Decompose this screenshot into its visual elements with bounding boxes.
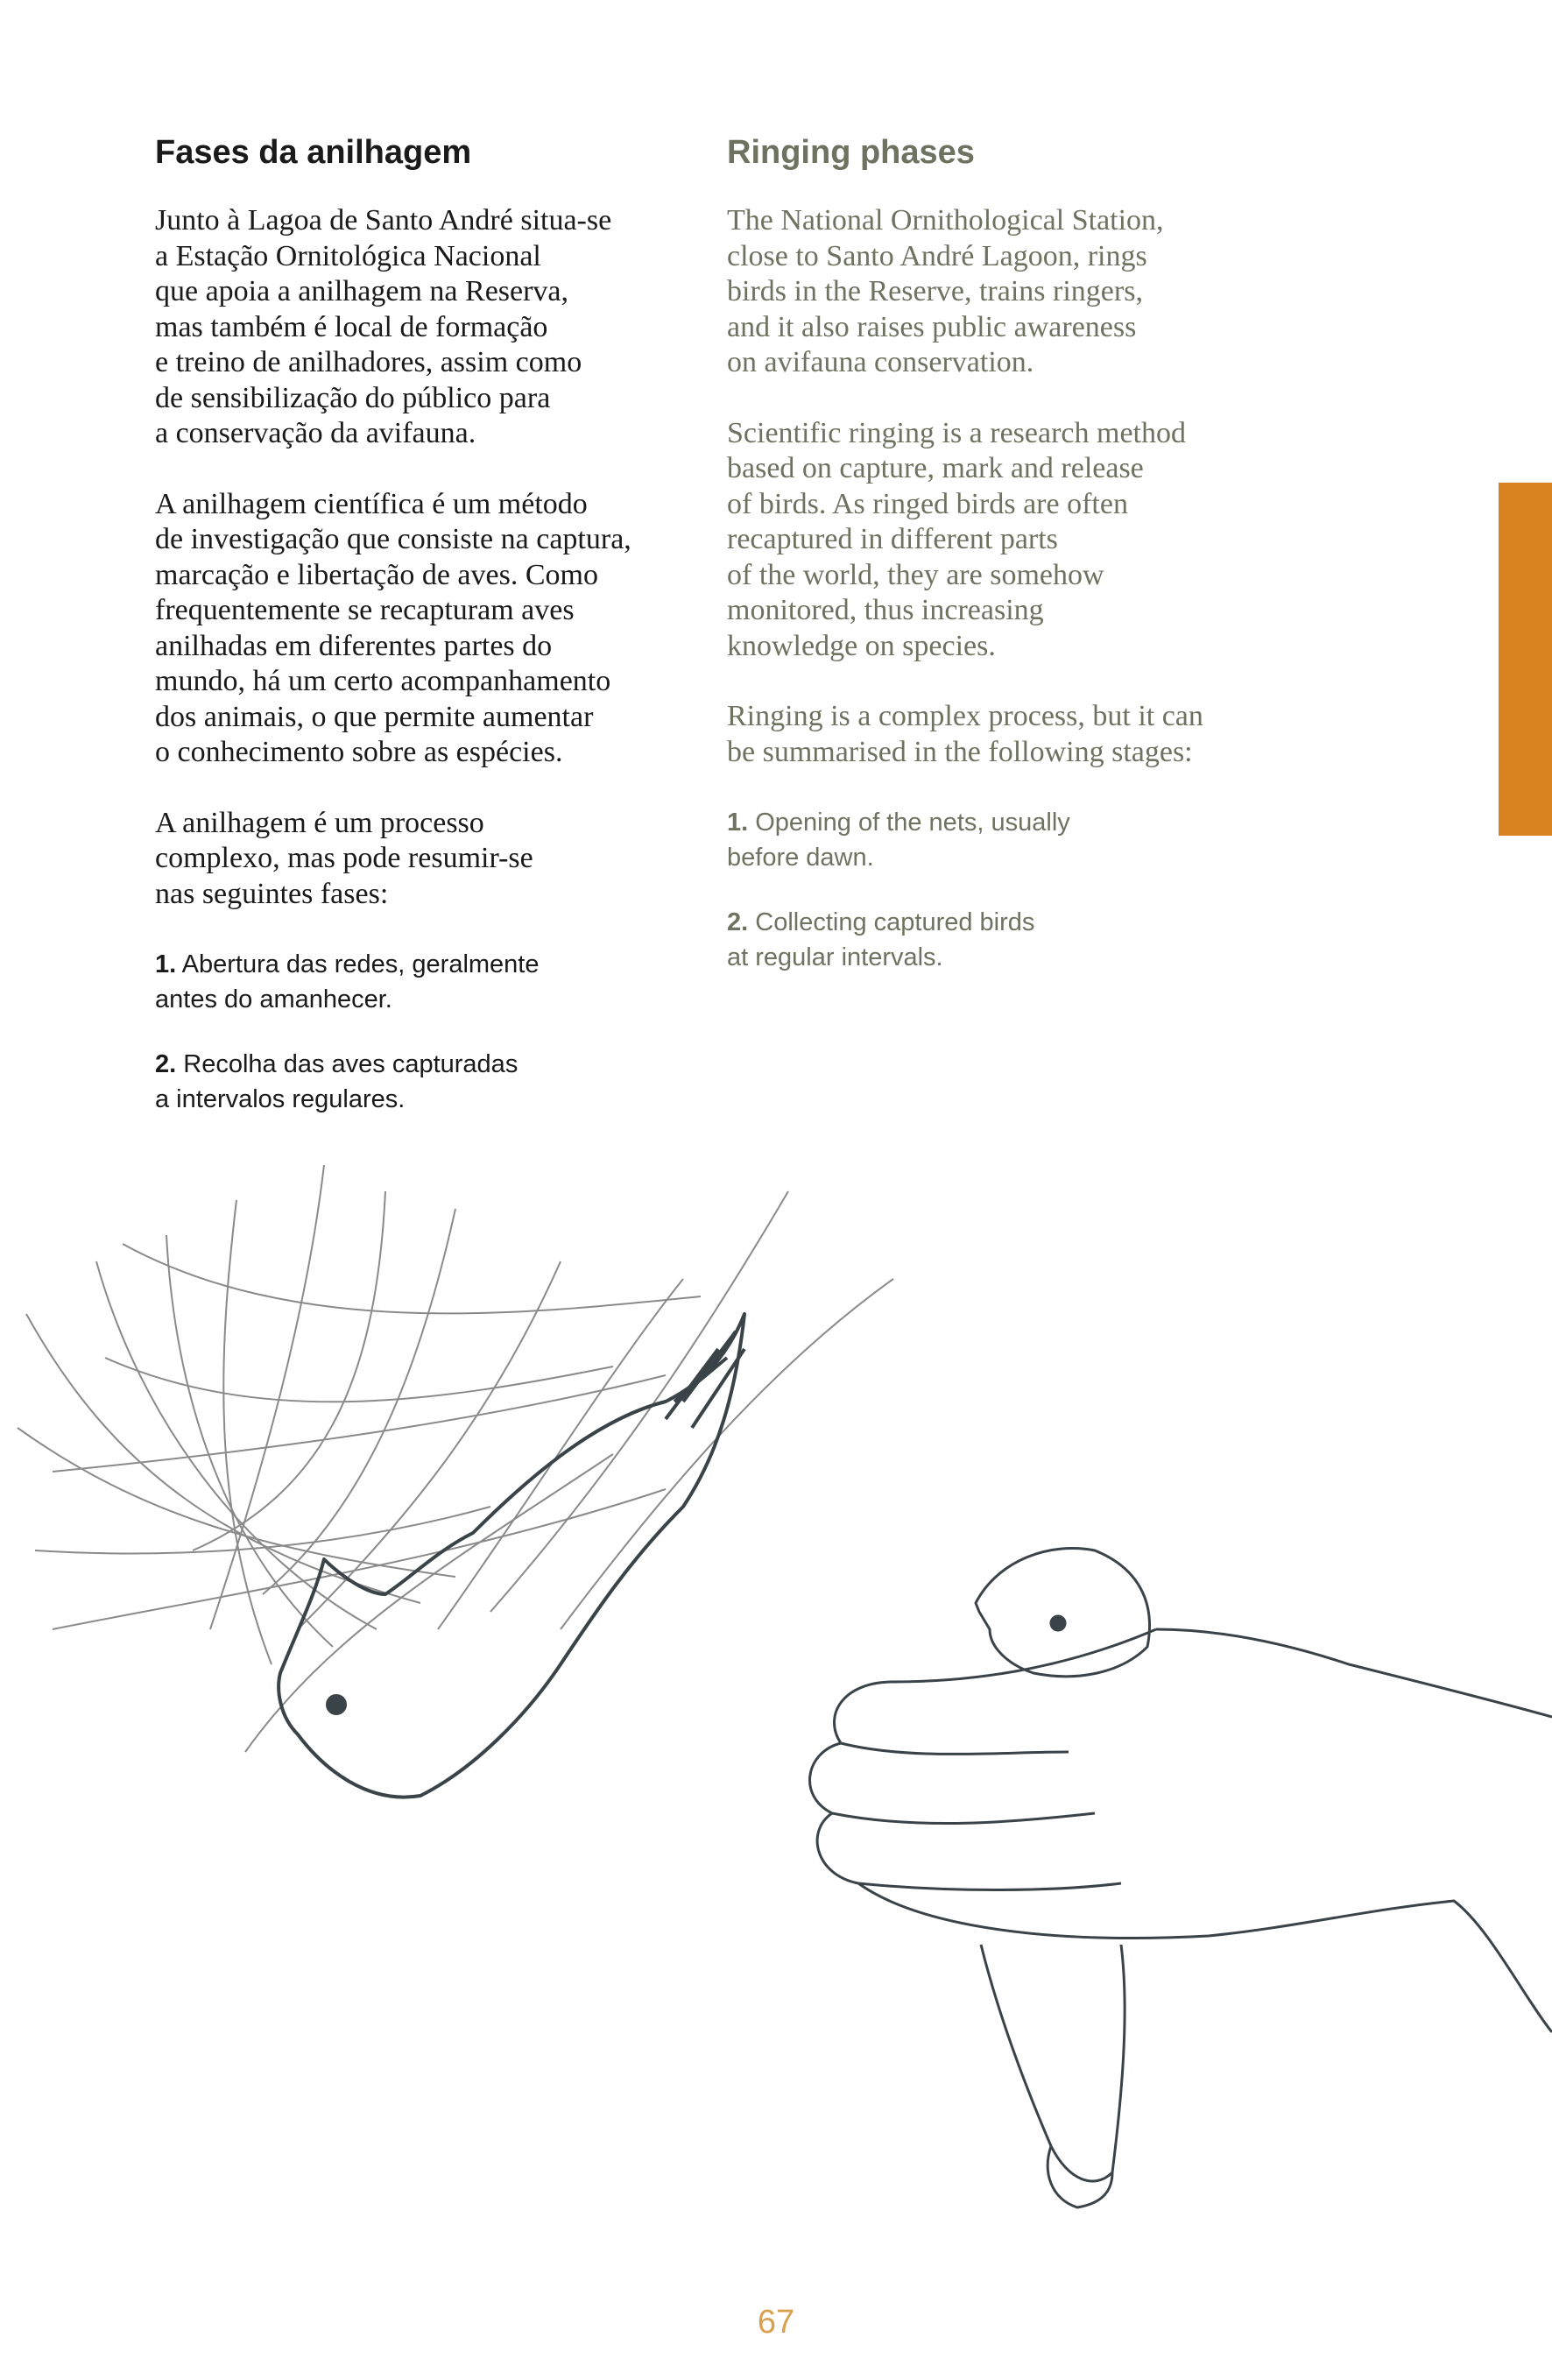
paragraph-en-1: The National Ornithological Station, close to Santo André Lagoon, rings birds in the Reserve, trains ringers, and it also raises public awareness on avifauna conservation. bbox=[727, 204, 1164, 378]
portuguese-column bbox=[155, 131, 716, 1147]
step-number: 1. bbox=[727, 809, 749, 837]
step-pt-1 bbox=[155, 947, 716, 1017]
chapter-tab-marker bbox=[1499, 483, 1552, 836]
section-title-pt: Fases da anilhagem bbox=[155, 134, 472, 171]
step-text: Recolha das aves capturadas a intervalos regulares. bbox=[155, 1050, 519, 1113]
step-en-2 bbox=[727, 905, 1296, 975]
step-number: 2. bbox=[155, 1050, 177, 1078]
paragraph-pt-1: Junto à Lagoa de Santo André situa-se a Estação Ornitológica Nacional que apoia a anilhagem na Reserva, mas também é local de formação e treino de anilhadores, assim como de sensibilização do público para a conservação da avifauna. bbox=[155, 204, 612, 449]
netted-bird-illustration bbox=[279, 1314, 744, 1797]
paragraph-pt-3: A anilhagem é um processo complexo, mas pode resumir-se nas seguintes fases: bbox=[155, 806, 533, 910]
ringing-illustration bbox=[0, 1139, 1552, 2278]
paragraph-en-2: Scientific ringing is a research method based on capture, mark and release of birds. As ringed birds are often recaptured in different parts of the world, they are somehow monitored, thus increasing knowledge on species. bbox=[727, 416, 1186, 662]
step-number: 1. bbox=[155, 950, 177, 978]
step-text: Opening of the nets, usually before dawn. bbox=[727, 809, 1070, 872]
english-column bbox=[727, 131, 1296, 1005]
page-number: 67 bbox=[757, 2304, 795, 2341]
paragraph-pt-2: A anilhagem científica é um método de investigação que consiste na captura, marcação e libertação de aves. Como frequentemente se recapturam aves anilhadas em diferentes partes do mundo, há um certo acompanhamento dos animais, o que permite aumentar o conhecimento sobre as espécies. bbox=[155, 487, 631, 768]
paragraph-en-3: Ringing is a complex process, but it can be summarised in the following stages: bbox=[727, 700, 1203, 768]
step-text: Abertura das redes, geralmente antes do amanhecer. bbox=[155, 950, 540, 1013]
step-text: Collecting captured birds at regular intervals. bbox=[727, 908, 1035, 971]
step-pt-2 bbox=[155, 1047, 716, 1117]
section-title-en: Ringing phases bbox=[727, 134, 975, 171]
step-number: 2. bbox=[727, 908, 749, 936]
step-en-1 bbox=[727, 805, 1296, 875]
hand-holding-bird-illustration bbox=[810, 1549, 1552, 2208]
mist-net-illustration bbox=[18, 1165, 893, 1752]
